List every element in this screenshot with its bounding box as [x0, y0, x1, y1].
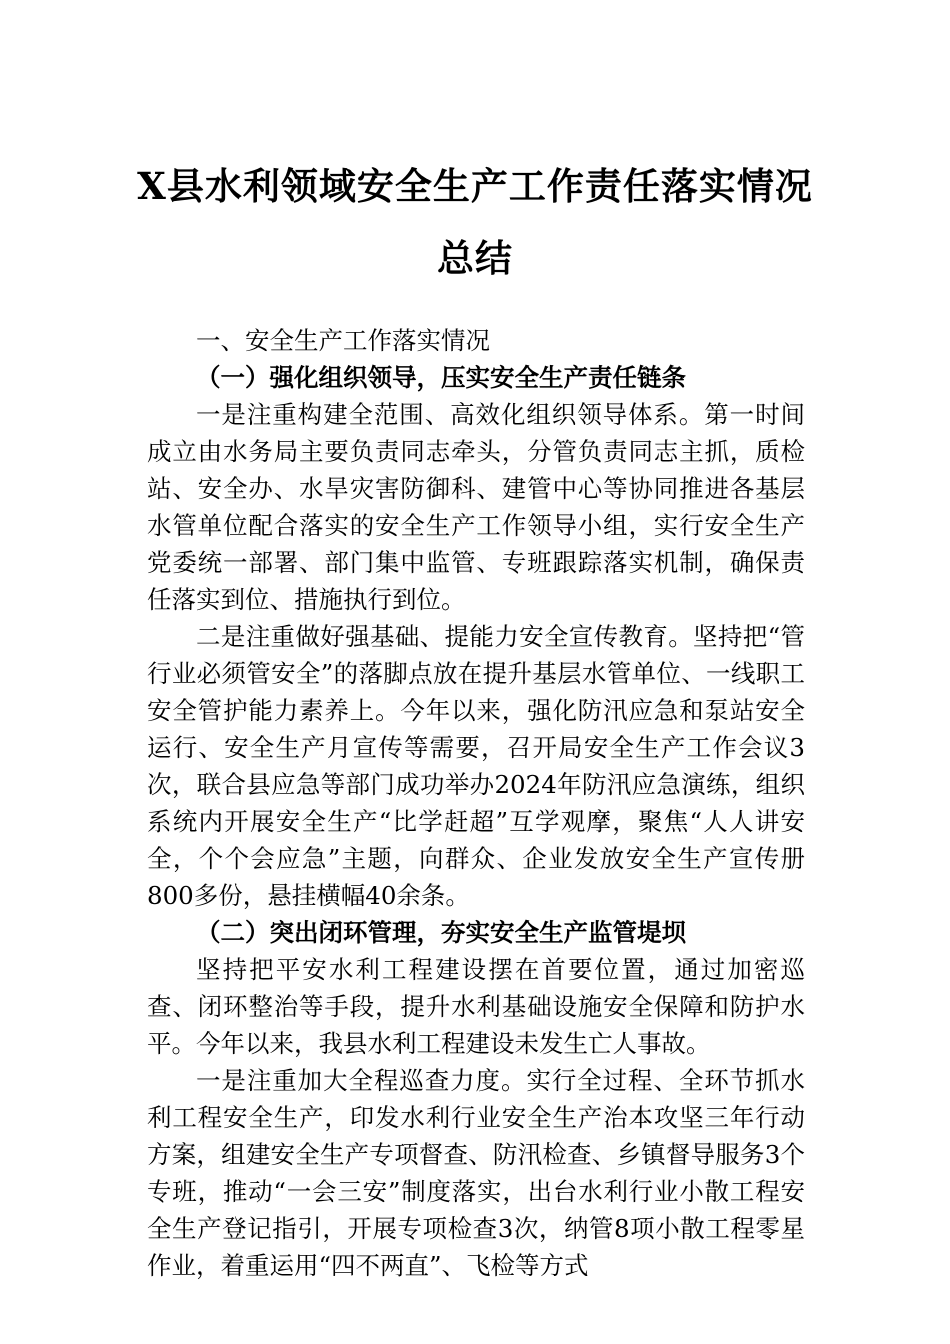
- body-paragraph: 一是注重加大全程巡查力度。实行全过程、全环节抓水利工程安全生产，印发水利行业安全生产治本攻坚三年行动方案，组建安全生产专项督查、防汛检查、乡镇督导服务3个专班，推动“一会三安”制度落实，出台水利行业小散工程安全生产登记指引，开展专项检查3次，纳管8项小散工程零星作业，着重运用“四不两直”、飞检等方式: [147, 1066, 805, 1280]
- subsection-heading: （二）突出闭环管理，夯实安全生产监管堤坝: [196, 918, 686, 947]
- body-paragraph: 二是注重做好强基础、提能力安全宣传教育。坚持把“管行业必须管安全”的落脚点放在提升基层水管单位、一线职工安全管护能力素养上。今年以来，强化防汛应急和泵站安全运行、安全生产月宣传等需要，召开局安全生产工作会议3次，联合县应急等部门成功举办2024年防汛应急演练，组织系统内开展安全生产“比学赶超”互学观摩，聚焦“人人讲安全，个个会应急”主题，向群众、企业发放安全生产宣传册800多份，悬挂横幅40余条。: [147, 622, 805, 910]
- body-paragraph: 一是注重构建全范围、高效化组织领导体系。第一时间成立由水务局主要负责同志牵头，分管负责同志主抓，质检站、安全办、水旱灾害防御科、建管中心等协同推进各基层水管单位配合落实的安全生产工作领导小组，实行安全生产党委统一部署、部门集中监管、专班跟踪落实机制，确保责任落实到位、措施执行到位。: [147, 400, 805, 614]
- subsection-heading: （一）强化组织领导，压实安全生产责任链条: [196, 363, 686, 392]
- document-title-line-2: 总结: [437, 236, 513, 280]
- body-paragraph: 坚持把平安水利工程建设摆在首要位置，通过加密巡查、闭环整治等手段，提升水利基础设施安全保障和防护水平。今年以来，我县水利工程建设未发生亡人事故。: [147, 955, 805, 1058]
- document-title-line-1: X县水利领域安全生产工作责任落实情况: [137, 164, 813, 208]
- document-body: [147, 322, 805, 1284]
- section-heading: 一、安全生产工作落实情况: [196, 326, 490, 355]
